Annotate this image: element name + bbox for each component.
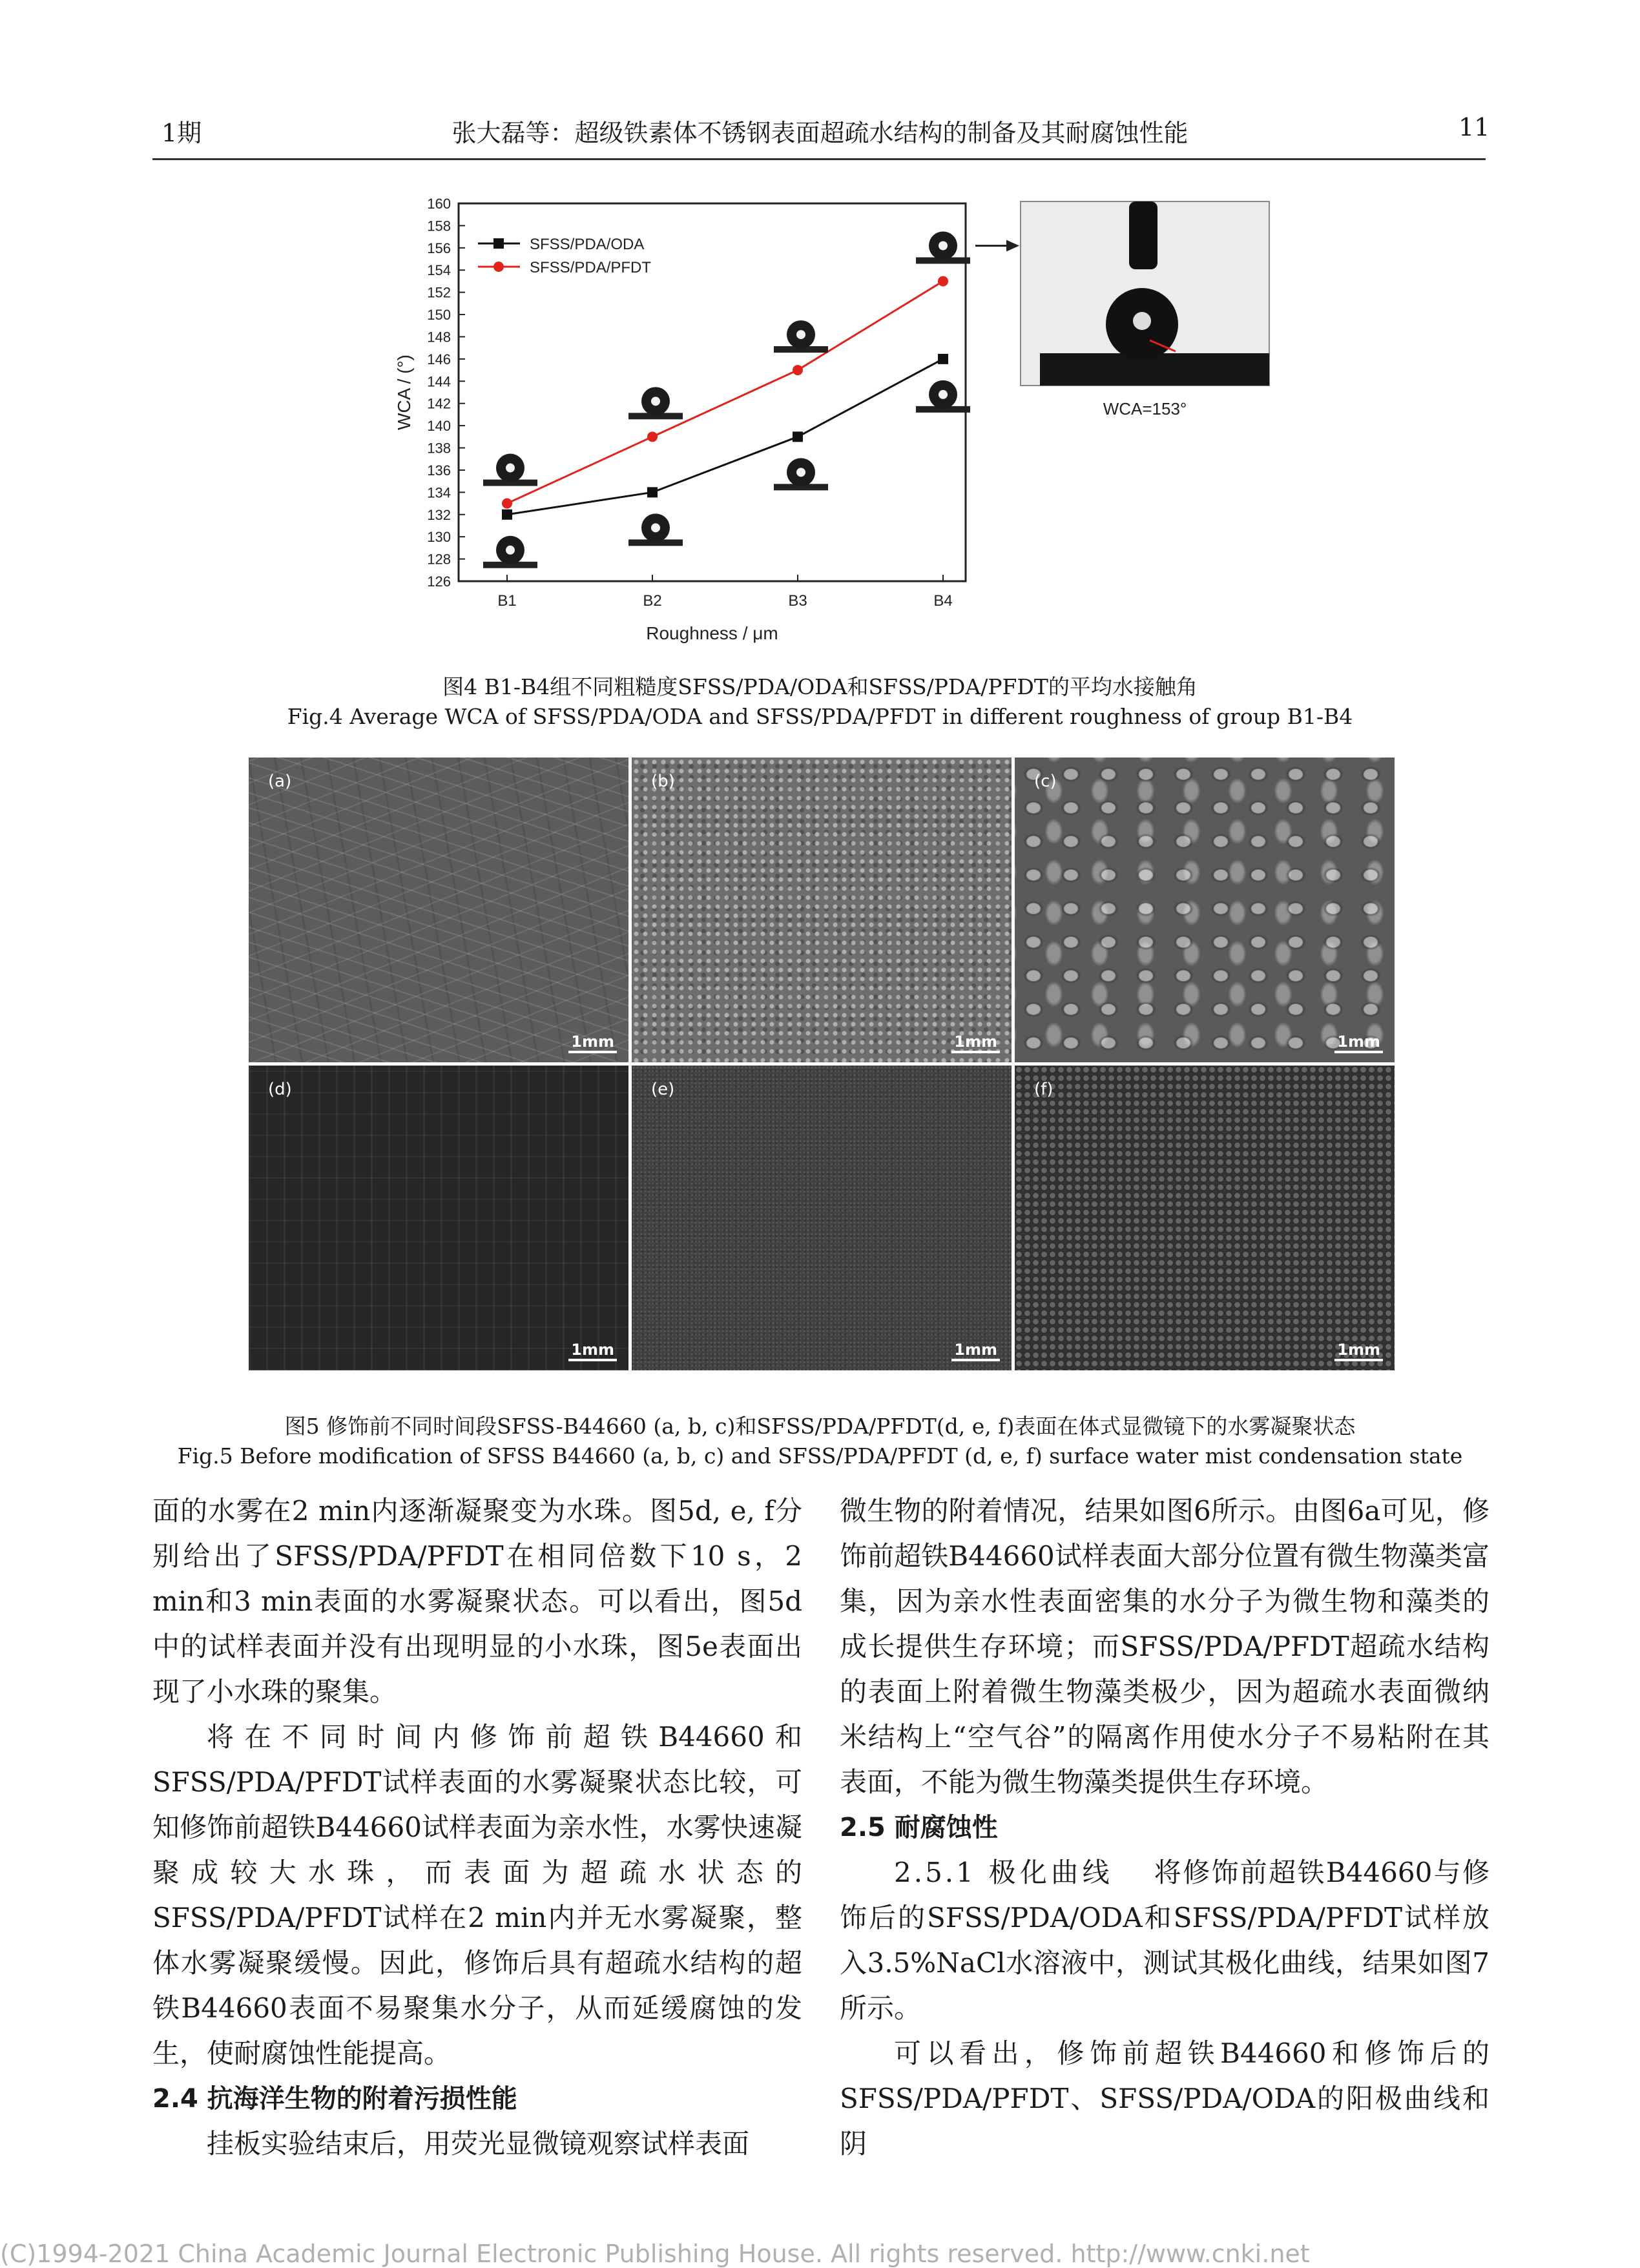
- inset-arrow-head: [1006, 240, 1019, 251]
- y-tick-label: 128: [427, 551, 451, 568]
- series-point: [647, 487, 658, 497]
- x-tick-label: B1: [497, 592, 517, 610]
- scale-bar: 1mm: [951, 1033, 1000, 1053]
- x-tick-label: B3: [788, 592, 807, 610]
- y-tick-label: 138: [427, 440, 451, 457]
- section-heading: 2.5 耐腐蚀性: [840, 1813, 998, 1842]
- series-point: [502, 510, 512, 520]
- scale-bar: 1mm: [568, 1341, 617, 1361]
- series-line-2: [507, 281, 943, 503]
- y-tick-label: 156: [427, 240, 451, 256]
- journal-issue: 1期: [161, 119, 202, 147]
- series-point: [793, 365, 803, 375]
- series-line-1: [507, 359, 943, 515]
- inset-substrate: [1040, 353, 1269, 386]
- copyright-footer: (C)1994-2021 China Academic Journal Electronic Publishing House. All rights reserved. http://www.cnki.net: [0, 2240, 1310, 2268]
- y-tick-label: 132: [427, 506, 451, 523]
- y-tick-label: 126: [427, 573, 451, 590]
- left-column: [152, 1489, 802, 2167]
- y-tick-label: 142: [427, 395, 451, 412]
- series-point: [647, 431, 658, 442]
- y-tick-label: 140: [427, 418, 451, 435]
- paragraph: [840, 1850, 1489, 2031]
- paragraph: 将在不同时间内修饰前超铁B44660和SFSS/PDA/PFDT试样表面的水雾凝聚状态比较，可知修饰前超铁B44660试样表面为亲水性，水雾快速凝聚成较大水珠，而表面为超疏水状态的SFSS/PDA/PFDT试样在2 min内并无水雾凝聚，整体水雾凝聚缓慢。因此，修饰后具有超疏水结构的超铁B44660表面不易聚集水分子，从而延缓腐蚀的发生，使耐腐蚀性能提高。: [152, 1721, 802, 2069]
- panel-label: (a): [268, 772, 292, 791]
- header-rule: [152, 158, 1486, 160]
- pfdt-thumb-B3-highlight: [796, 330, 805, 339]
- inset-caption: WCA=153°: [1103, 399, 1187, 418]
- pfdt-thumb-B4-highlight: [939, 241, 948, 250]
- paragraph: 挂板实验结束后，用荧光显微镜观察试样表面: [207, 2128, 750, 2160]
- legend-marker: [493, 262, 504, 272]
- micrograph-b: [632, 758, 1012, 1062]
- oda-thumb-B3-highlight: [796, 468, 805, 477]
- series-point: [502, 499, 512, 509]
- y-tick-label: 148: [427, 329, 451, 345]
- scale-bar: 1mm: [568, 1033, 617, 1053]
- y-tick-label: 146: [427, 351, 451, 367]
- x-tick-label: B4: [933, 592, 953, 610]
- micrograph-d: [249, 1066, 628, 1370]
- paragraph: 可以看出，修饰前超铁B44660和修饰后的SFSS/PDA/PFDT、SFSS/PDA/ODA的阳极曲线和阴: [840, 2037, 1489, 2160]
- y-tick-label: 160: [427, 196, 451, 212]
- panel-label: (c): [1034, 772, 1057, 791]
- paragraph: 微生物的附着情况，结果如图6所示。由图6a可见，修饰前超铁B44660试样表面大部分位置有微生物藻类富集，因为亲水性表面密集的水分子为微生物和藻类的成长提供生存环境；而SFSS/PDA/PFDT超疏水结构的表面上附着微生物藻类极少，因为超疏水表面微纳米结构上“空气谷”的隔离作用使水分子不易粘附在其表面，不能为微生物藻类提供生存环境。: [840, 1495, 1489, 1798]
- pfdt-thumb-B2-highlight: [651, 397, 660, 406]
- y-tick-label: 144: [427, 373, 451, 390]
- inset-highlight: [1133, 312, 1151, 330]
- x-axis-label: Roughness / μm: [646, 623, 778, 643]
- figure4-caption-en: Fig.4 Average WCA of SFSS/PDA/ODA and SFSS/PDA/PFDT in different roughness of group B1-B4: [287, 704, 1353, 729]
- right-column: [840, 1489, 1489, 2167]
- micrograph-c: [1015, 758, 1395, 1062]
- series-point: [938, 354, 948, 364]
- subsection-heading: 2.5.1 极化曲线: [894, 1857, 1114, 1888]
- figure4-chart: [375, 187, 1292, 652]
- panel-label: (b): [651, 772, 675, 791]
- oda-thumb-B2-highlight: [651, 523, 660, 532]
- y-tick-label: 158: [427, 218, 451, 234]
- y-tick-label: 134: [427, 484, 451, 501]
- inset-needle: [1129, 201, 1157, 269]
- micrograph-e: [632, 1066, 1012, 1370]
- series-point: [938, 276, 948, 286]
- y-tick-label: 130: [427, 529, 451, 546]
- scale-bar: 1mm: [1334, 1033, 1383, 1053]
- legend-marker: [493, 238, 504, 249]
- y-tick-label: 154: [427, 262, 451, 279]
- figure4-caption-cn: 图4 B1-B4组不同粗糙度SFSS/PDA/ODA和SFSS/PDA/PFDT的平均水接触角: [442, 674, 1198, 699]
- oda-thumb-B1-highlight: [506, 546, 515, 555]
- page-number: 11: [1458, 113, 1490, 141]
- micrograph-a: [249, 758, 628, 1062]
- legend-entry: SFSS/PDA/ODA: [530, 236, 645, 253]
- paragraph: 面的水雾在2 min内逐渐凝聚变为水珠。图5d, e, f分别给出了SFSS/PDA/PFDT在相同倍数下10 s，2 min和3 min表面的水雾凝聚状态。可以看出，图5d中的试样表面并没有出现明显的小水珠，图5e表面出现了小水珠的聚集。: [152, 1495, 802, 1707]
- figure5-caption-en: Fig.5 Before modification of SFSS B44660 (a, b, c) and SFSS/PDA/PFDT (d, e, f) surface water mist condensation state: [177, 1443, 1463, 1469]
- running-title: 张大磊等：超级铁素体不锈钢表面超疏水结构的制备及其耐腐蚀性能: [452, 119, 1188, 147]
- oda-thumb-B4-highlight: [939, 390, 948, 399]
- y-tick-label: 152: [427, 284, 451, 301]
- y-tick-label: 136: [427, 462, 451, 479]
- panel-label: (f): [1034, 1080, 1054, 1099]
- panel-label: (e): [651, 1080, 675, 1099]
- scale-bar: 1mm: [951, 1341, 1000, 1361]
- y-tick-label: 150: [427, 307, 451, 324]
- series-point: [793, 431, 803, 442]
- figure5-caption-cn: 图5 修饰前不同时间段SFSS-B44660 (a, b, c)和SFSS/PDA/PFDT(d, e, f)表面在体式显微镜下的水雾凝聚状态: [284, 1414, 1356, 1439]
- paragraph-text: 将修饰前超铁B44660与修饰后的SFSS/PDA/ODA和SFSS/PDA/PFDT试样放入3.5%NaCl水溶液中，测试其极化曲线，结果如图7所示。: [840, 1857, 1489, 2024]
- pfdt-thumb-B1-highlight: [506, 464, 515, 473]
- panel-label: (d): [268, 1080, 292, 1099]
- micrograph-f: [1015, 1066, 1395, 1370]
- scale-bar: 1mm: [1334, 1341, 1383, 1361]
- section-heading: 2.4 抗海洋生物的附着污损性能: [152, 2084, 517, 2114]
- legend-entry: SFSS/PDA/PFDT: [530, 259, 652, 276]
- chart-layer: [394, 196, 1269, 643]
- x-tick-label: B2: [643, 592, 662, 610]
- y-axis-label: WCA / (°): [394, 355, 414, 430]
